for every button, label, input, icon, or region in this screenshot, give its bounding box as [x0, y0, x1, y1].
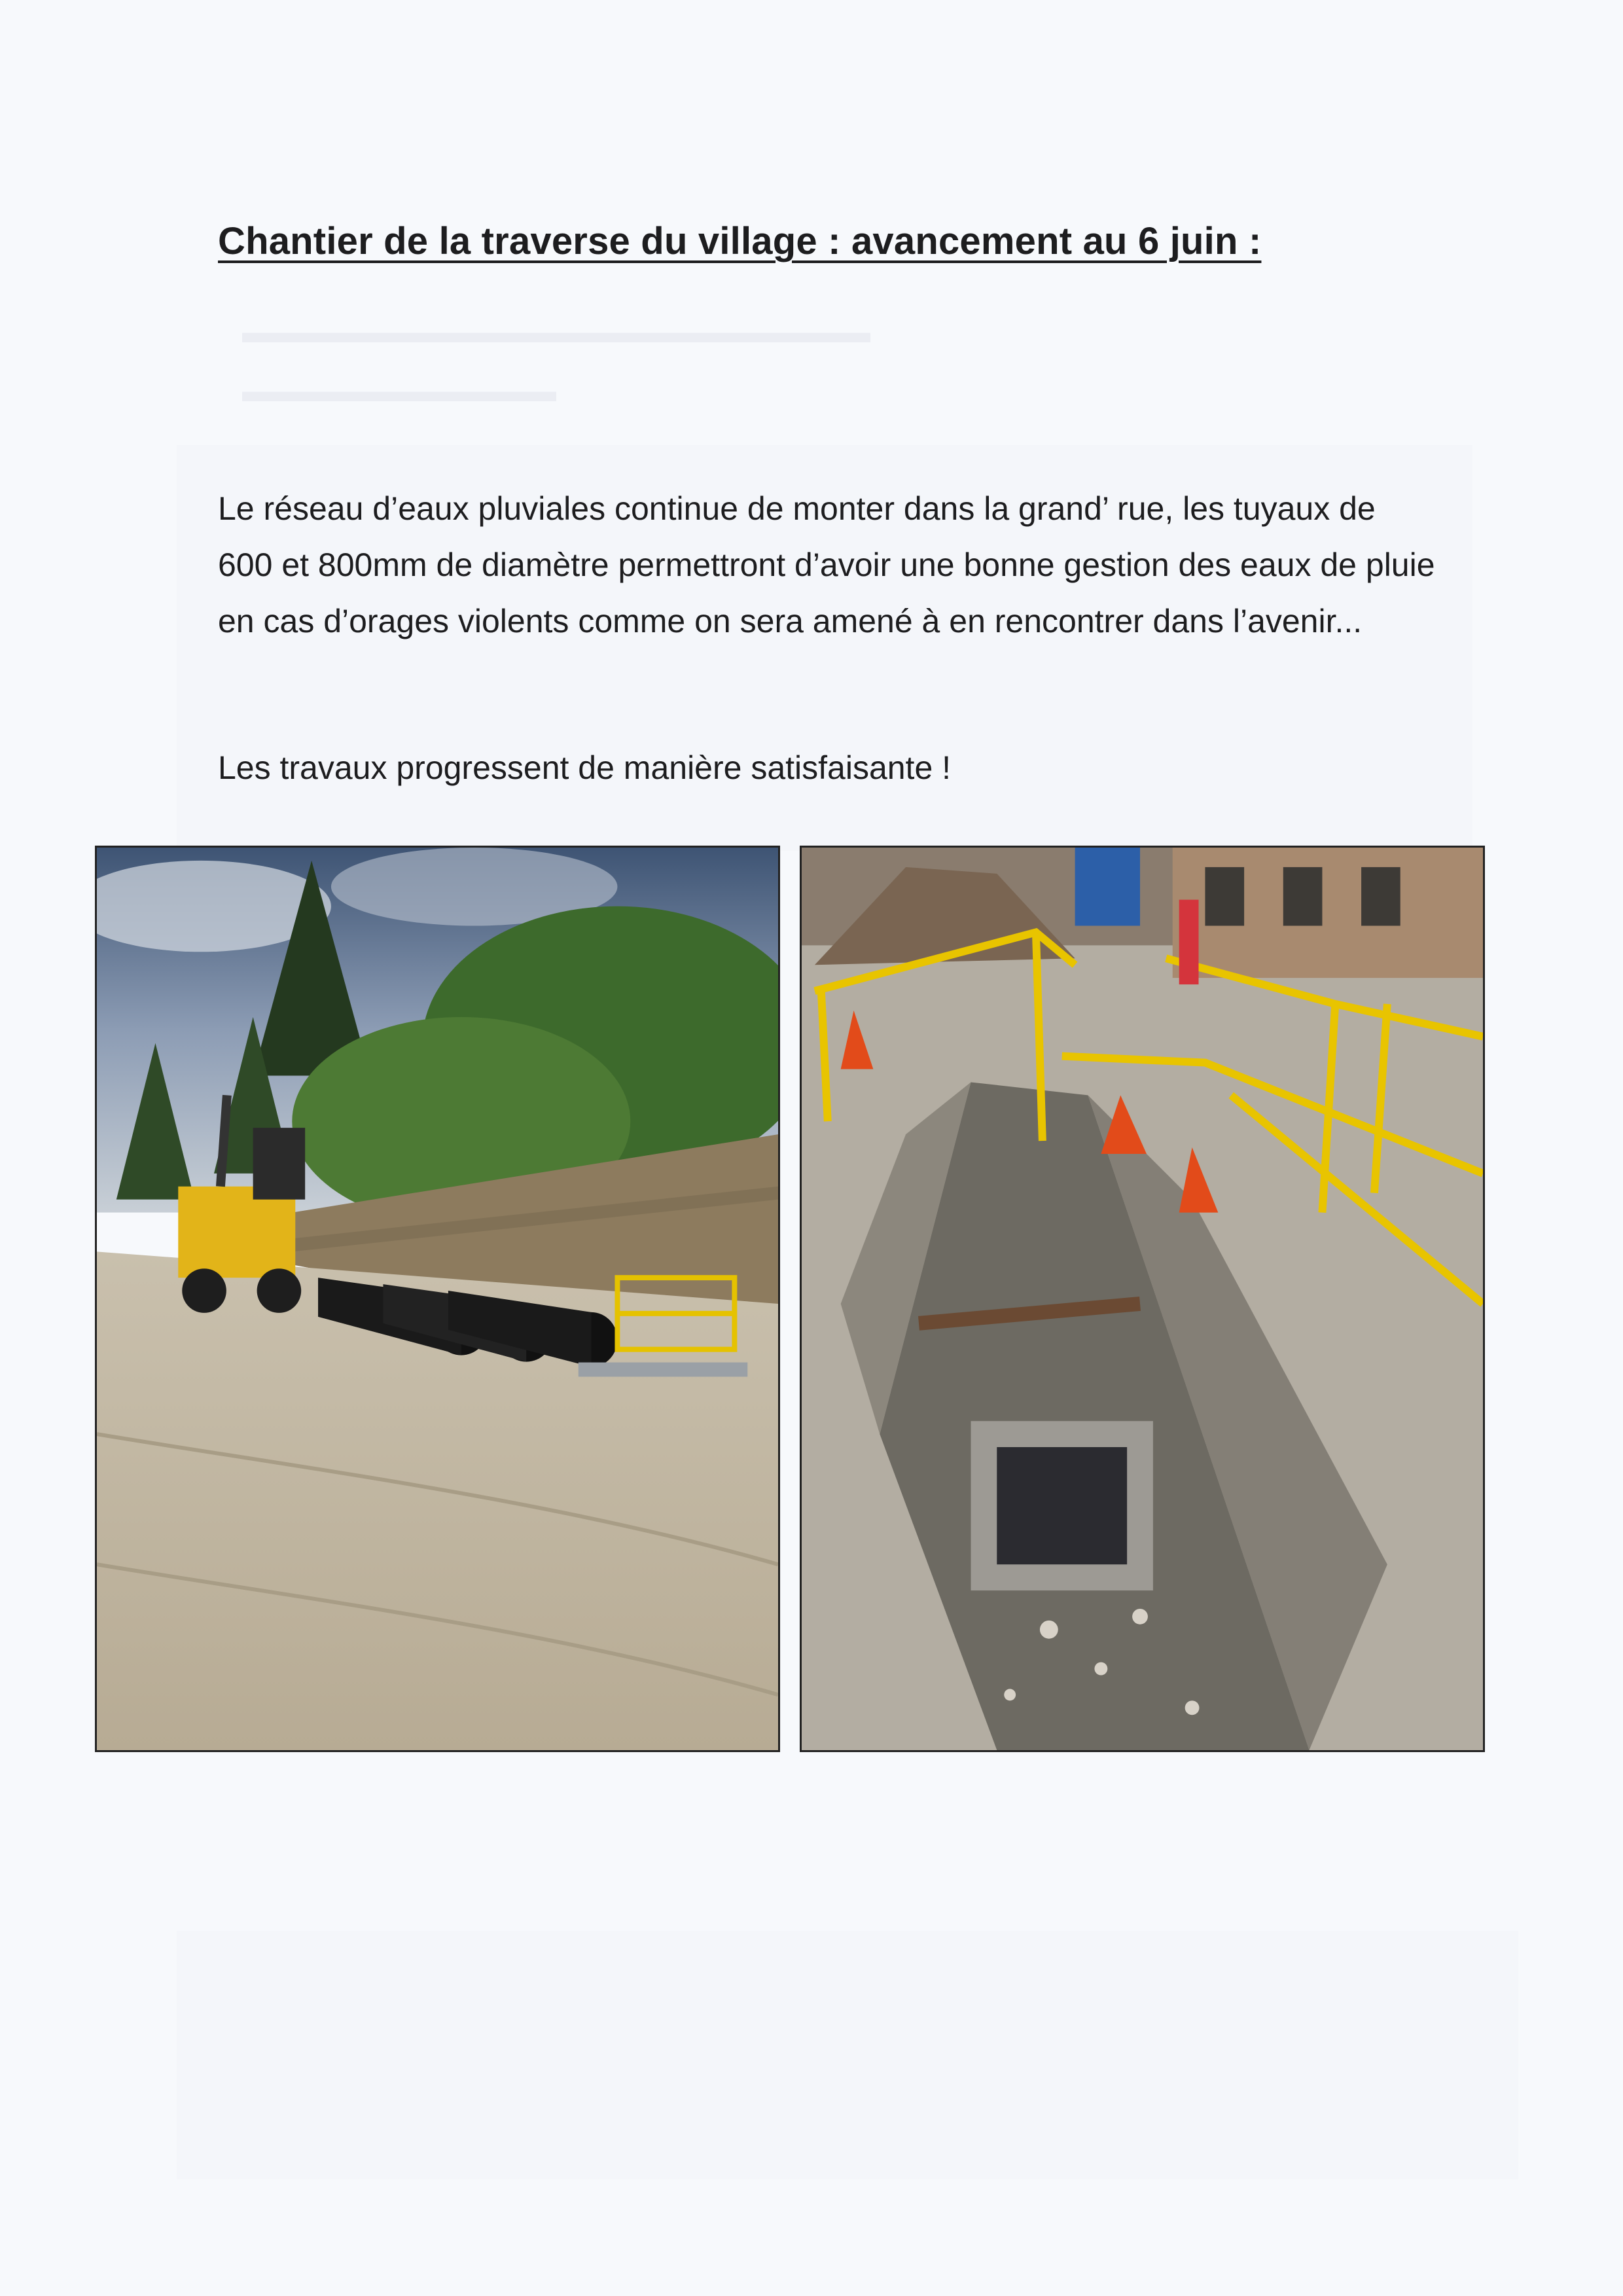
excavator-body	[178, 1187, 295, 1278]
excavator-scene	[97, 848, 778, 1750]
blue-container	[1075, 848, 1140, 925]
excavator-and-pipes-photo	[95, 846, 780, 1752]
warning-sign	[1179, 900, 1199, 984]
paragraph-progress: Les travaux progressent de manière satisfaisante !	[218, 749, 952, 786]
wheel	[257, 1268, 302, 1313]
excavator-cab	[253, 1128, 306, 1200]
page-title: Chantier de la traverse du village : avancement au 6 juin :	[218, 220, 1262, 262]
manhole-opening	[997, 1447, 1127, 1564]
paragraph-pipes: Le réseau d’eaux pluviales continue de monter dans la grand’ rue, les tuyaux de 600 et 800mm de diamètre permettront d’avoir une bonne gestion des eaux de pluie en cas d’orages violents comme on sera amené à en rencontrer dans l’avenir...	[218, 490, 1435, 639]
window	[1361, 867, 1400, 926]
trench-scene	[802, 848, 1483, 1750]
wheel	[182, 1268, 226, 1313]
show-through-block	[177, 1931, 1518, 2179]
show-through-line: ▬▬▬▬▬▬▬▬▬▬	[242, 374, 556, 408]
window	[1283, 867, 1323, 926]
barrier-base	[579, 1363, 748, 1377]
open-trench-manhole-photo	[800, 846, 1485, 1752]
show-through-line: ▬▬▬▬▬▬▬▬▬▬▬▬▬▬▬▬▬▬▬▬	[242, 315, 870, 350]
excavator-arm	[221, 1095, 227, 1186]
window	[1205, 867, 1244, 926]
